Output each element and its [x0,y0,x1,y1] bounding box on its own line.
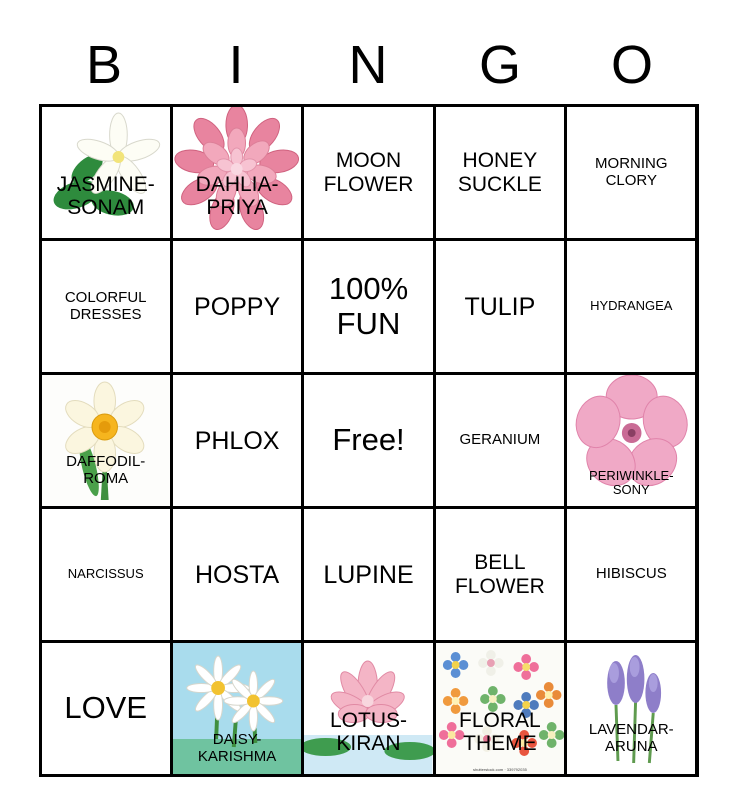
bingo-cell[interactable] [436,107,564,238]
bingo-cell-label: GERANIUM [459,431,541,449]
bingo-cell-label: HIBISCUS [595,565,667,583]
bingo-cell-label: TULIP [464,292,536,321]
header-letter-n: N [348,35,389,95]
bingo-cell-label: LUPINE [323,560,414,589]
bingo-cell[interactable] [567,375,695,506]
header-letter-g: G [478,35,522,95]
bingo-cell[interactable] [173,241,301,372]
bingo-header [39,0,699,96]
bingo-cell[interactable] [436,241,564,372]
bingo-grid [42,107,696,774]
bingo-cell[interactable] [304,107,432,238]
bingo-cell-label: DAHLIA-PRIYA [195,172,279,220]
bingo-cell-label: LOTUS-KIRAN [329,708,407,756]
image-credit: shutterstock.com · 339792035 [472,767,527,772]
bingo-cell-label: 100% FUN [328,270,409,341]
bingo-cell[interactable] [436,375,564,506]
bingo-cell-label: LAVENDAR-ARUNA [588,721,674,756]
bingo-cell-label: HOSTA [194,560,280,589]
bingo-cell-label: DAISY-KARISHMA [197,731,277,766]
bingo-cell-label: PHLOX [194,426,280,455]
header-letter-o: O [610,35,654,95]
bingo-free-cell[interactable] [304,375,432,506]
bingo-cell-label: HYDRANGEA [590,298,673,314]
bingo-cell[interactable] [304,509,432,640]
bingo-cell[interactable] [42,375,170,506]
bingo-cell-label: BELL FLOWER [454,550,545,598]
bingo-cell[interactable] [173,509,301,640]
bingo-cell[interactable] [42,643,170,774]
bingo-cell[interactable] [173,107,301,238]
bingo-cell[interactable] [436,509,564,640]
bingo-cell[interactable] [567,107,695,238]
bingo-cell-label: COLORFUL DRESSES [64,288,147,323]
bingo-cell[interactable] [304,643,432,774]
bingo-cell[interactable] [42,107,170,238]
bingo-cell-label: MOON FLOWER [323,148,414,196]
bingo-grid-wrapper [39,104,699,777]
bingo-cell-label: JASMINE-SONAM [56,172,155,220]
bingo-cell-label: FLORAL THEME [459,708,541,756]
bingo-cell[interactable] [173,643,301,774]
bingo-cell[interactable] [567,509,695,640]
header-letter-b: B [85,35,124,95]
bingo-cell[interactable] [42,509,170,640]
bingo-cell[interactable] [436,643,564,774]
bingo-cell-label: POPPY [194,292,281,321]
bingo-cell-label: LOVE [64,690,148,726]
bingo-cell[interactable] [42,241,170,372]
bingo-cell[interactable] [173,375,301,506]
bingo-cell[interactable] [304,241,432,372]
bingo-cell-label: PERIWINKLE-SONY [589,467,674,498]
bingo-cell[interactable] [567,241,695,372]
header-letter-i: I [228,35,245,95]
bingo-cell-label: HONEY SUCKLE [457,148,542,196]
bingo-cell-label: DAFFODIL-ROMA [66,453,146,488]
bingo-cell-label: MORNING CLORY [595,154,668,189]
bingo-cell-label: Free! [332,422,405,458]
bingo-cell[interactable] [567,643,695,774]
bingo-cell-label: NARCISSUS [67,566,144,582]
